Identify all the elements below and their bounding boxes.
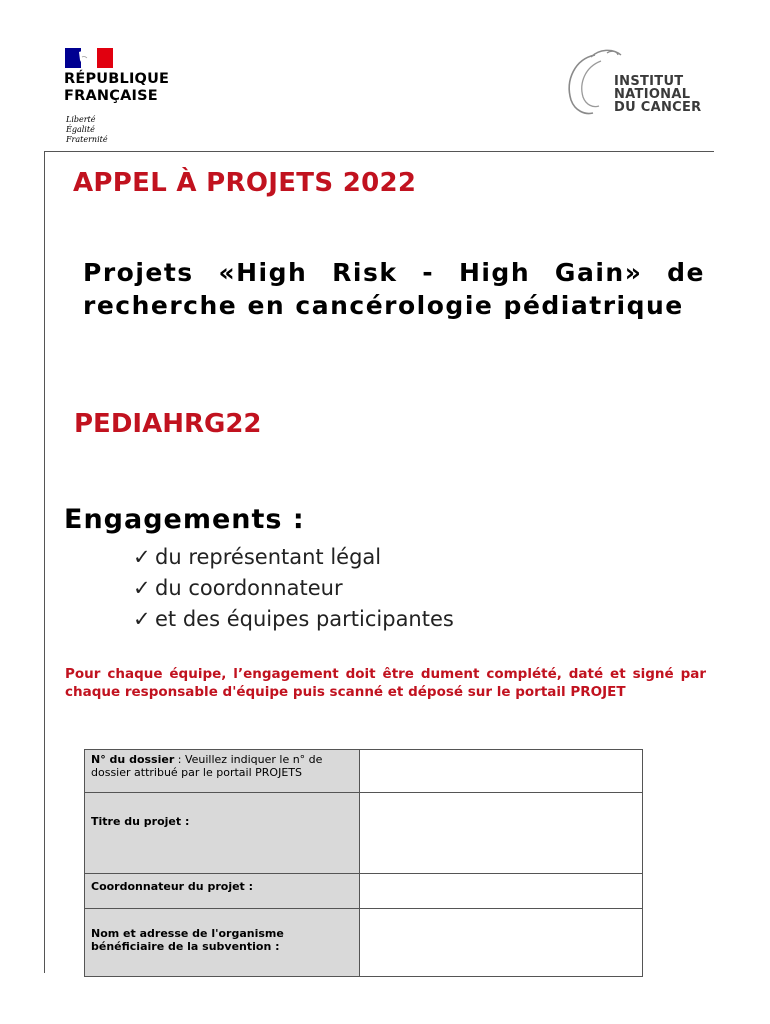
motto-line3: Fraternité [66,135,108,144]
engagements-list [133,542,454,635]
call-title: APPEL À PROJETS 2022 [73,168,417,198]
republic-motto [66,115,108,145]
table-row [85,874,643,909]
institute-line1: INSTITUT [614,74,684,89]
dossier-number-label [85,750,360,793]
label-strong: N° du dossier [91,753,175,766]
project-title-label [85,793,360,874]
institute-line2: NATIONAL [614,87,691,102]
motto-line1: Liberté [66,115,96,124]
header-divider [44,151,714,152]
project-title-field[interactable] [360,793,643,874]
checkmark-icon: ✓ [133,545,151,569]
list-item [133,604,454,635]
organization-label [85,909,360,977]
checkmark-icon: ✓ [133,576,151,600]
label-rest: : Veuillez indiquer le n° de dossier attribué par le portail PROJETS [91,753,323,779]
republic-name [64,71,169,105]
engagement-text: du représentant légal [155,545,382,569]
engagement-text: et des équipes participantes [155,607,454,631]
table-row [85,909,643,977]
dossier-number-field[interactable] [360,750,643,793]
list-item [133,542,454,573]
marianne-flag-logo [65,48,113,68]
instructions-text: Pour chaque équipe, l’engagement doit être dument complété, daté et signé par chaque responsable d'équipe puis scanné et déposé sur le portail PROJET [65,666,706,700]
institute-line3: DU CANCER [614,100,702,115]
republic-name-line1: RÉPUBLIQUE [64,71,170,87]
dossier-form-table [84,749,643,977]
organization-field[interactable] [360,909,643,977]
project-code: PEDIAHRG22 [74,409,262,439]
republic-name-line2: FRANÇAISE [64,88,158,104]
checkmark-icon: ✓ [133,607,151,631]
label-strong: Titre du projet : [91,815,190,828]
table-row [85,793,643,874]
motto-line2: Égalité [66,125,95,134]
left-margin-rule [44,151,45,973]
label-strong: Nom et adresse de l'organisme bénéficiaire de la subvention : [91,927,284,953]
list-item [133,573,454,604]
coordinator-label [85,874,360,909]
engagement-text: du coordonnateur [155,576,343,600]
table-row [85,750,643,793]
coordinator-field[interactable] [360,874,643,909]
project-title: Projets «High Risk - High Gain» de recherche en cancérologie pédiatrique [83,258,705,320]
label-strong: Coordonnateur du projet : [91,880,254,893]
engagements-heading: Engagements : [64,504,305,535]
